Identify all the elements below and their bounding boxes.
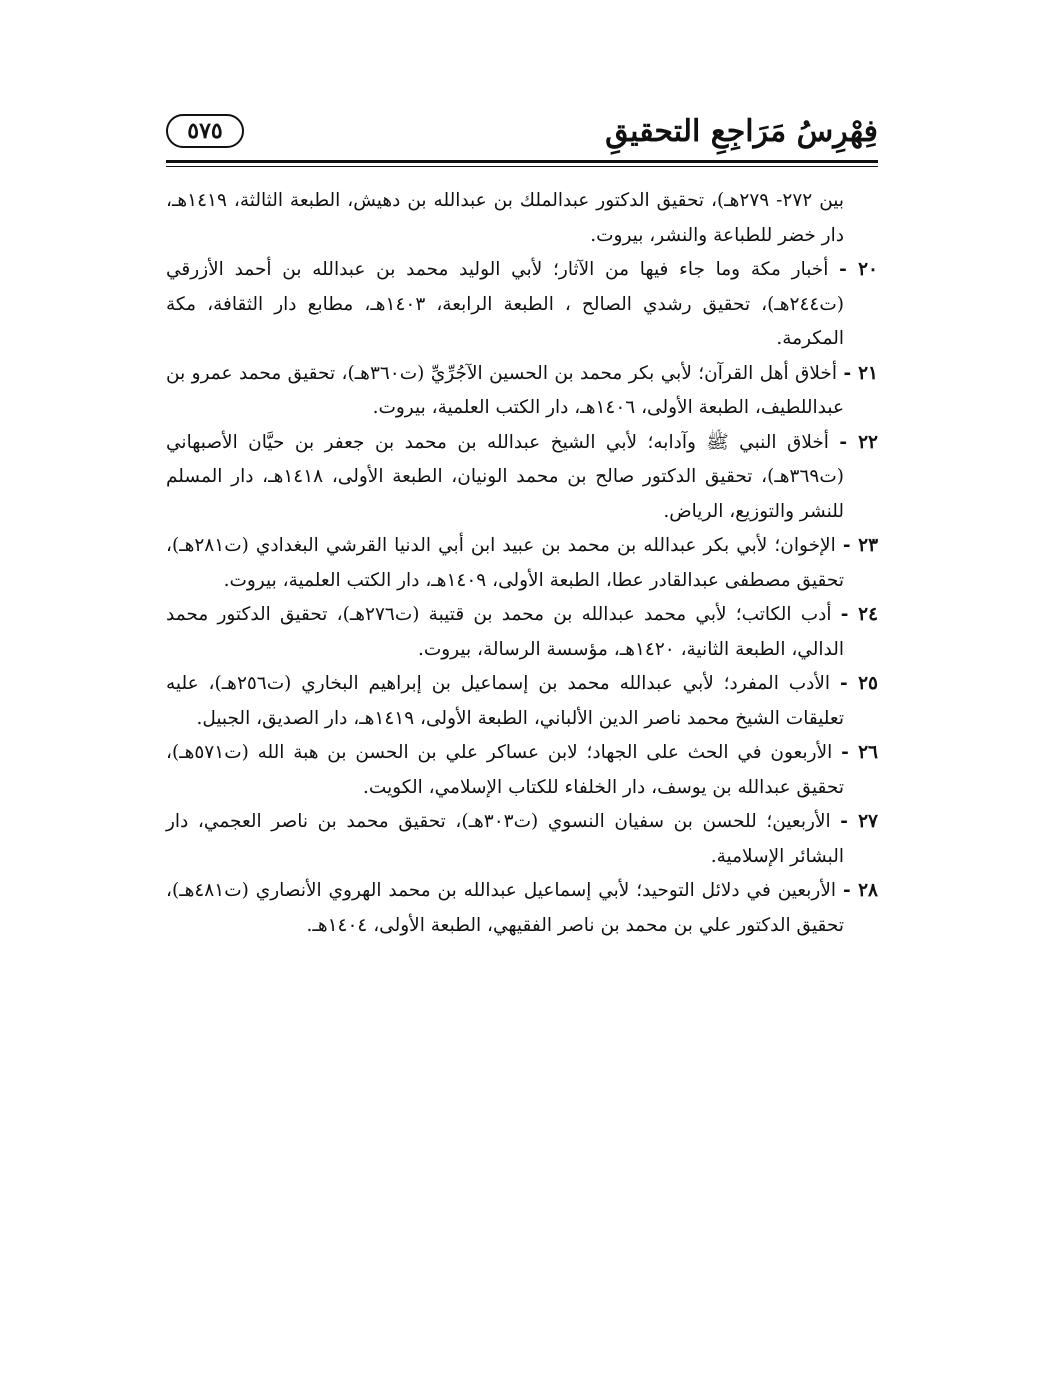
reference-entry-continued [166,184,878,253]
reference-entry-24 [166,598,878,667]
reference-number: ٢٧ - [840,811,878,832]
reference-number: ٢٦ - [841,742,878,763]
reference-entry-23 [166,529,878,598]
reference-text: أخبار مكة وما جاء فيها من الآثار؛ لأبي الوليد محمد بن عبدالله بن أحمد الأزرقي (ت٢٤٤هـ)، تحقيق رشدي الصالح ، الطبعة الرابعة، ١٤٠٣هـ، مطابع دار الثقافة، مكة المكرمة. [166,259,844,349]
reference-text: الأربعون في الحث على الجهاد؛ لابن عساكر علي بن الحسن بن هبة الله (ت٥٧١هـ)، تحقيق عبدالله بن يوسف، دار الخلفاء للكتاب الإسلامي، الكويت. [166,742,844,798]
reference-entry-26 [166,736,878,805]
reference-number: ٢٢ - [839,431,878,453]
references-list [166,184,878,943]
reference-number: ٢٣ - [842,535,879,556]
reference-entry-22 [166,426,878,530]
reference-entry-20 [166,253,878,357]
page-number-badge: ٥٧٥ [166,114,244,148]
reference-text: أدب الكاتب؛ لأبي محمد عبدالله بن محمد بن قتيبة (ت٢٧٦هـ)، تحقيق الدكتور محمد الدالي، الطبعة الثانية، ١٤٢٠هـ، مؤسسة الرسالة، بيروت. [166,604,844,660]
header-rule-thin [166,166,878,167]
reference-text: الأدب المفرد؛ لأبي عبدالله محمد بن إسماعيل بن إبراهيم البخاري (ت٢٥٦هـ)، عليه تعليقات الشيخ محمد ناصر الدين الألباني، الطبعة الأولى، ١٤١٩هـ، دار الصديق، الجبيل. [166,673,844,729]
reference-text: أخلاق أهل القرآن؛ لأبي بكر محمد بن الحسين الآجُرِّيِّ (ت٣٦٠هـ)، تحقيق محمد عمرو بن عبداللطيف، الطبعة الأولى، ١٤٠٦هـ، دار الكتب العلمية، بيروت. [166,362,844,418]
reference-number: ٢٥ - [839,673,878,694]
reference-text: أخلاق النبي ﷺ وآدابه؛ لأبي الشيخ عبدالله بن محمد بن جعفر بن حيَّان الأصبهاني (ت٣٦٩هـ)، تحقيق الدكتور صالح بن محمد الونيان، الطبعة الأولى، ١٤١٨هـ، دار المسلم للنشر والتوزيع، الرياض. [166,431,844,522]
reference-entry-21 [166,357,878,426]
reference-number: ٢٠ - [839,259,878,280]
reference-entry-28 [166,874,878,943]
reference-text: بين ٢٧٢- ٢٧٩هـ)، تحقيق الدكتور عبدالملك بن عبدالله بن دهيش، الطبعة الثالثة، ١٤١٩هـ، دار خضر للطباعة والنشر، بيروت. [166,190,845,246]
reference-number: ٢٤ - [840,604,879,625]
reference-number: ٢١ - [843,362,878,384]
reference-entry-25 [166,667,878,736]
reference-number: ٢٨ - [842,880,878,901]
page-title: فِهْرِسُ مَرَاجِعِ التحقيقِ [605,114,878,149]
reference-text: الأربعين؛ للحسن بن سفيان النسوي (ت٣٠٣هـ)، تحقيق محمد بن ناصر العجمي، دار البشائر الإسلامية. [166,811,844,867]
reference-text: الإخوان؛ لأبي بكر عبدالله بن محمد بن عبيد ابن أبي الدنيا القرشي البغدادي (ت٢٨١هـ)، تحقيق مصطفى عبدالقادر عطا، الطبعة الأولى، ١٤٠٩هـ، دار الكتب العلمية، بيروت. [166,535,844,591]
page-header [166,106,878,176]
header-rule-thick [166,160,878,163]
reference-entry-27 [166,805,878,874]
reference-text: الأربعين في دلائل التوحيد؛ لأبي إسماعيل عبدالله بن محمد الهروي الأنصاري (ت٤٨١هـ)، تحقيق الدكتور علي بن محمد بن ناصر الفقيهي، الطبعة الأولى، ١٤٠٤هـ. [166,880,844,936]
